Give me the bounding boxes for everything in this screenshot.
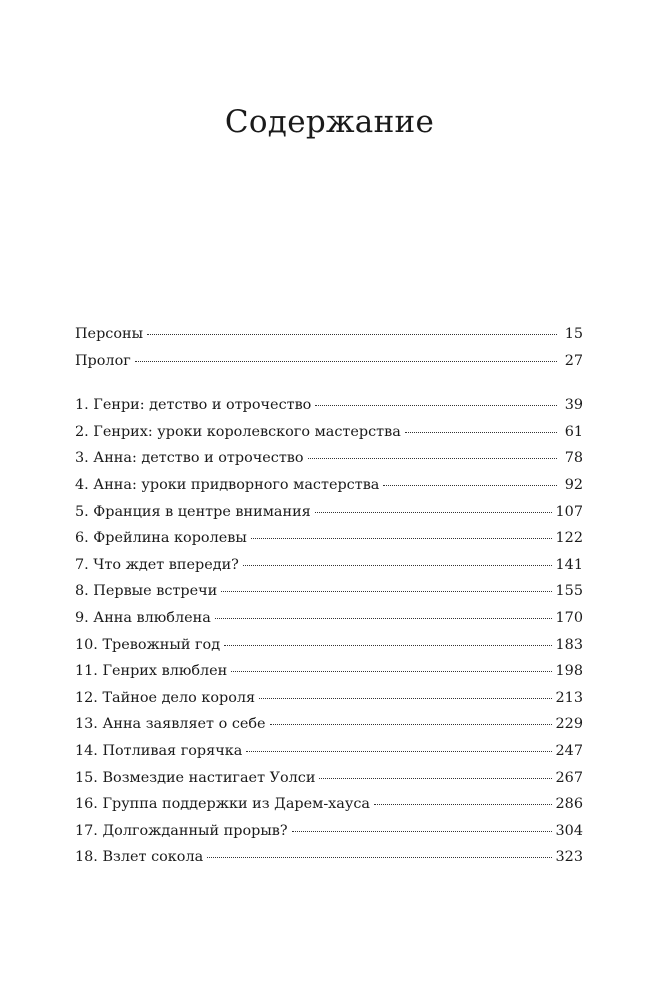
toc-entry-title: 2. Генрих: уроки королевского мастерства	[75, 423, 401, 440]
toc-entry	[75, 397, 583, 424]
toc-leader-dots	[405, 432, 557, 433]
toc-entry	[75, 770, 583, 797]
toc-page-number: 27	[564, 352, 583, 369]
toc-entry	[75, 326, 583, 353]
front-matter-list	[75, 326, 583, 379]
toc-leader-dots	[147, 334, 557, 335]
toc-leader-dots	[224, 645, 551, 646]
toc-entry	[75, 849, 583, 876]
toc-entry	[75, 637, 583, 664]
toc-leader-dots	[221, 591, 551, 592]
toc-leader-dots	[251, 538, 552, 539]
toc-entry-title: 5. Франция в центре внимания	[75, 503, 311, 520]
toc-entry-title: Персоны	[75, 326, 144, 342]
toc-entry	[75, 424, 583, 451]
toc-entry	[75, 557, 583, 584]
toc-entry	[75, 353, 583, 380]
toc-page-number: 304	[555, 822, 583, 839]
toc-page-number: 92	[564, 476, 583, 493]
toc-entry	[75, 583, 583, 610]
toc-entry-title: 6. Фрейлина королевы	[75, 530, 247, 547]
toc-leader-dots	[383, 485, 557, 486]
toc-entry	[75, 663, 583, 690]
toc-leader-dots	[246, 751, 551, 752]
toc-page-number: 78	[564, 450, 583, 467]
toc-leader-dots	[215, 618, 552, 619]
toc-entry	[75, 716, 583, 743]
toc-leader-dots	[374, 804, 552, 805]
toc-gap	[75, 379, 583, 397]
toc-entry-title: 3. Анна: детство и отрочество	[75, 450, 304, 467]
toc-leader-dots	[231, 671, 551, 672]
toc-leader-dots	[315, 512, 552, 513]
toc-page-number: 170	[555, 609, 583, 626]
toc-entry-title: 8. Первые встречи	[75, 583, 218, 600]
table-of-contents	[75, 326, 583, 876]
toc-page-number: 198	[555, 663, 583, 680]
toc-entry-title: 18. Взлет сокола	[75, 849, 204, 866]
toc-entry-title: 13. Анна заявляет о себе	[75, 716, 266, 733]
toc-page-number: 229	[555, 716, 583, 733]
toc-leader-dots	[308, 458, 557, 459]
toc-entry	[75, 743, 583, 770]
toc-leader-dots	[207, 857, 551, 858]
toc-entry	[75, 823, 583, 850]
toc-entry	[75, 690, 583, 717]
toc-entry-title: 7. Что ждет впереди?	[75, 556, 239, 573]
toc-leader-dots	[292, 831, 552, 832]
toc-page-number: 141	[555, 556, 583, 573]
toc-entry-title: 12. Тайное дело короля	[75, 689, 256, 706]
toc-entry-title: 17. Долгожданный прорыв?	[75, 822, 288, 839]
toc-leader-dots	[259, 698, 551, 699]
toc-page-number: 61	[564, 423, 583, 440]
chapter-list	[75, 397, 583, 876]
toc-page-number: 267	[555, 769, 583, 786]
toc-leader-dots	[319, 778, 551, 779]
toc-leader-dots	[135, 361, 557, 362]
toc-page-number: 286	[555, 796, 583, 813]
toc-page-number: 323	[555, 849, 583, 866]
toc-entry-title: Пролог	[75, 352, 131, 369]
toc-entry-title: 16. Группа поддержки из Дарем-хауса	[75, 796, 370, 813]
toc-page-number: 213	[555, 689, 583, 706]
toc-page-number: 247	[555, 742, 583, 759]
toc-leader-dots	[315, 405, 557, 406]
toc-page-number: 15	[564, 326, 583, 342]
toc-entry	[75, 610, 583, 637]
toc-entry-title: 10. Тревожный год	[75, 636, 221, 653]
toc-entry-title: 14. Потливая горячка	[75, 742, 243, 759]
toc-page-number: 107	[555, 503, 583, 520]
toc-page-number: 183	[555, 636, 583, 653]
toc-leader-dots	[243, 565, 552, 566]
toc-page-number: 122	[555, 530, 583, 547]
toc-entry	[75, 504, 583, 531]
page-title: Содержание	[224, 104, 435, 140]
toc-page-number: 39	[564, 397, 583, 414]
toc-entry-title: 9. Анна влюблена	[75, 609, 211, 626]
toc-entry	[75, 450, 583, 477]
toc-entry-title: 4. Анна: уроки придворного мастерства	[75, 476, 380, 493]
toc-entry-title: 15. Возмездие настигает Уолси	[75, 769, 316, 786]
toc-entry-title: 1. Генри: детство и отрочество	[75, 397, 312, 414]
toc-entry	[75, 477, 583, 504]
toc-entry	[75, 530, 583, 557]
toc-entry	[75, 796, 583, 823]
toc-entry-title: 11. Генрих влюблен	[75, 663, 228, 680]
toc-page-number: 155	[555, 583, 583, 600]
toc-leader-dots	[270, 724, 552, 725]
